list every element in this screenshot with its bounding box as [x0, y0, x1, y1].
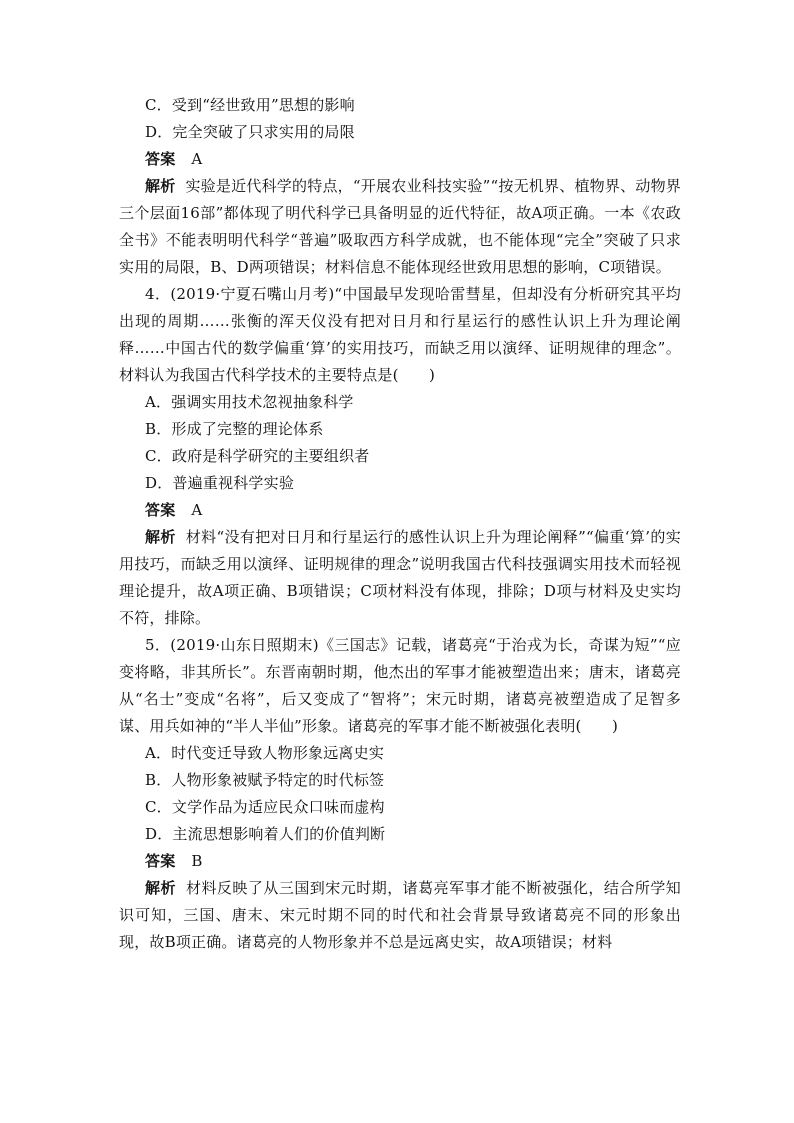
q3-analysis-label: 解析 — [145, 177, 176, 195]
q4-answer-value: A — [191, 501, 203, 519]
q5-analysis-label: 解析 — [145, 879, 176, 897]
q3-analysis-text: 实验是近代科学的特点，“开展农业科技实验”“按无机界、植物界、动物界三个层面16部”都体现了明代科学已具备明显的近代特征，故A项正确。一本《农政全书》不能表明明代科学“普遍”吸取西方科学成就，也不能体现“完全”突破了只求实用的局限，B、D两项错误；材料信息不能体现经世致用思想的影响，C项错误。 — [119, 177, 681, 276]
q4-option-c: C．政府是科学研究的主要组织者 — [145, 447, 370, 465]
q5-option-d: D．主流思想影响着人们的价值判断 — [145, 825, 386, 843]
q4-analysis-label: 解析 — [145, 528, 176, 546]
q4-answer — [119, 497, 681, 524]
q5-answer — [119, 848, 681, 875]
q3-option-c: C．受到“经世致用”思想的影响 — [145, 96, 355, 114]
q4-stem: 4．(2019·宁夏石嘴山月考)“中国最早发现哈雷彗星，但却没有分析研究其平均出现的周期……张衡的浑天仪没有把对日月和行星运行的感性认识上升为理论阐释……中国古代的数学偏重‘算’的实用技巧，而缺乏用以演绎、证明规律的理念”。材料认为我国古代科学技术的主要特点是( ) — [119, 285, 681, 384]
q5-analysis — [119, 875, 681, 956]
q5-answer-label: 答案 — [145, 852, 176, 870]
q5-option-b: B．人物形象被赋予特定的时代标签 — [145, 771, 385, 789]
q4-option-a: A．强调实用技术忽视抽象科学 — [145, 393, 354, 411]
q5-analysis-text: 材料反映了从三国到宋元时期，诸葛亮军事才能不断被强化，结合所学知识可知，三国、唐末、宋元时期不同的时代和社会背景导致诸葛亮不同的形象出现，故B项正确。诸葛亮的人物形象并不总是远离史实，故A项错误；材料 — [119, 879, 682, 951]
document-page — [119, 92, 681, 956]
q5-option-c: C．文学作品为适应民众口味而虚构 — [145, 798, 385, 816]
q3-analysis — [119, 173, 681, 281]
q5-option-a: A．时代变迁导致人物形象远离史实 — [145, 744, 385, 762]
q3-option-d: D．完全突破了只求实用的局限 — [145, 123, 355, 141]
q3-answer-label: 答案 — [145, 150, 176, 168]
q4-analysis-text: 材料“没有把对日月和行星运行的感性认识上升为理论阐释”“偏重‘算’的实用技巧，而缺乏用以演绎、证明规律的理念”说明我国古代科技强调实用技术而轻视理论提升，故A项正确、B项错误；C项材料没有体现，排除；D项与材料及史实均不符，排除。 — [119, 528, 681, 627]
q4-analysis — [119, 524, 681, 632]
q3-answer-value: A — [191, 150, 203, 168]
q4-option-d: D．普遍重视科学实验 — [145, 474, 295, 492]
q5-answer-value: B — [191, 852, 203, 870]
q3-answer — [119, 146, 681, 173]
q4-option-b: B．形成了完整的理论体系 — [145, 420, 324, 438]
q5-stem: 5．(2019·山东日照期末)《三国志》记载，诸葛亮“于治戎为长，奇谋为短”“应变将略，非其所长”。东晋南朝时期，他杰出的军事才能被塑造出来；唐末，诸葛亮从“名士”变成“名将”，后又变成了“智将”；宋元时期，诸葛亮被塑造成了足智多谋、用兵如神的“半人半仙”形象。诸葛亮的军事才能不断被强化表明( ) — [119, 636, 681, 735]
q4-answer-label: 答案 — [145, 501, 176, 519]
